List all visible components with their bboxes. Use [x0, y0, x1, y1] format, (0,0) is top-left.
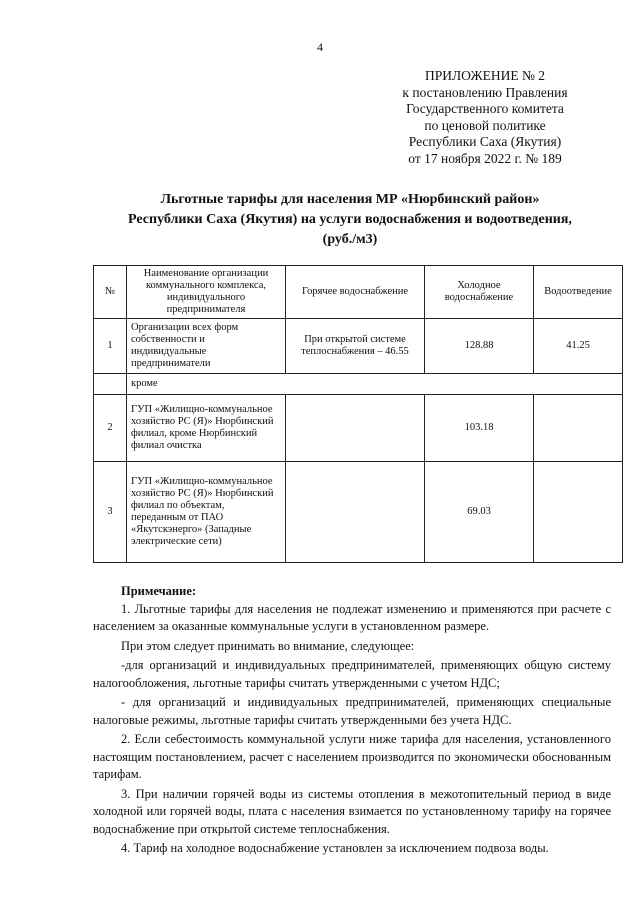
header-hot: Горячее водоснабжение	[286, 266, 425, 319]
cell-num: 1	[94, 319, 127, 374]
appendix-line: по ценовой политике	[424, 117, 546, 133]
title-line: Республики Саха (Якутия) на услуги водоснабжения и водоотведения,	[128, 212, 572, 227]
appendix-header	[380, 68, 590, 167]
appendix-line: от 17 ноября 2022 г. № 189	[408, 150, 562, 166]
title-line: Льготные тарифы для населения МР «Нюрбинский район»	[160, 192, 540, 207]
header-cold: Холодное водоснабжение	[425, 266, 534, 319]
note-paragraph: При этом следует принимать во внимание, следующее:	[121, 638, 415, 653]
note-paragraph: 3. При наличии горячей воды из системы отопления в межотопительный период в виде холодной или горячей воды, плата с населения взимается по установленному тарифу на горячее водоснабжение при открытой системе теплоснабжения.	[93, 786, 611, 836]
note-paragraph: -для организаций и индивидуальных предпринимателей, применяющих общую систему налогообложения, льготные тарифы считать утвержденными с учетом НДС;	[93, 658, 611, 690]
table-row	[94, 319, 623, 374]
note-paragraph: 4. Тариф на холодное водоснабжение установлен за исключением подвоза воды.	[121, 841, 549, 855]
document-title	[80, 190, 620, 250]
page-number: 4	[317, 40, 323, 54]
cell-drain	[534, 462, 623, 563]
appendix-line: Республики Саха (Якутия)	[408, 134, 562, 149]
header-org: Наименование организации коммунального комплекса, индивидуального предпринимателя	[127, 266, 286, 319]
cell-num	[94, 374, 127, 395]
cell-drain: 41.25	[534, 319, 623, 374]
cell-hot: При открытой системе теплоснабжения – 46.55	[286, 319, 425, 374]
header-drain: Водоотведение	[534, 266, 623, 319]
appendix-line: к постановлению Правления	[402, 84, 568, 100]
cell-drain	[534, 395, 623, 462]
appendix-line: Государственного комитета	[406, 101, 564, 116]
notes-heading: Примечание:	[121, 584, 197, 598]
header-num: №	[94, 266, 127, 319]
note-paragraph: - для организаций и индивидуальных предпринимателей, применяющих специальные налоговые режимы, льготные тарифы считать утвержденными без учета НДС.	[93, 695, 611, 727]
cell-hot	[286, 395, 425, 462]
appendix-line: ПРИЛОЖЕНИЕ № 2	[424, 68, 546, 83]
cell-num: 2	[94, 395, 127, 462]
table-row	[94, 462, 623, 563]
note-paragraph: 2. Если себестоимость коммунальной услуги ниже тарифа для населения, установленного настоящим постановлением, расчет с населением производится по экономически обоснованным тарифам.	[93, 732, 611, 781]
cell-org: ГУП «Жилищно-коммунальное хозяйство РС (Я)» Нюрбинский филиал, кроме Нюрбинский филиал очистка	[127, 395, 286, 462]
tariff-table	[93, 265, 623, 563]
cell-org: Организации всех форм собственности и индивидуальные предприниматели	[127, 319, 286, 374]
cell-hot	[286, 462, 425, 563]
table-header-row	[94, 266, 623, 319]
cell-num: 3	[94, 462, 127, 563]
except-label: кроме	[127, 374, 623, 395]
cell-cold: 103.18	[425, 395, 534, 462]
table-row	[94, 395, 623, 462]
cell-org: ГУП «Жилищно-коммунальное хозяйство РС (Я)» Нюрбинский филиал по объектам, переданным от ПАО «Якутскэнерго» (Западные электрические сети)	[127, 462, 286, 563]
cell-cold: 128.88	[425, 319, 534, 374]
table-row-except	[94, 374, 623, 395]
cell-cold: 69.03	[425, 462, 534, 563]
note-paragraph: 1. Льготные тарифы для населения не подлежат изменению и применяются при расчете с населением за оказанные коммунальные услуги в установленном размере.	[93, 601, 611, 633]
notes-section	[93, 583, 611, 860]
title-line: (руб./м3)	[322, 232, 378, 247]
